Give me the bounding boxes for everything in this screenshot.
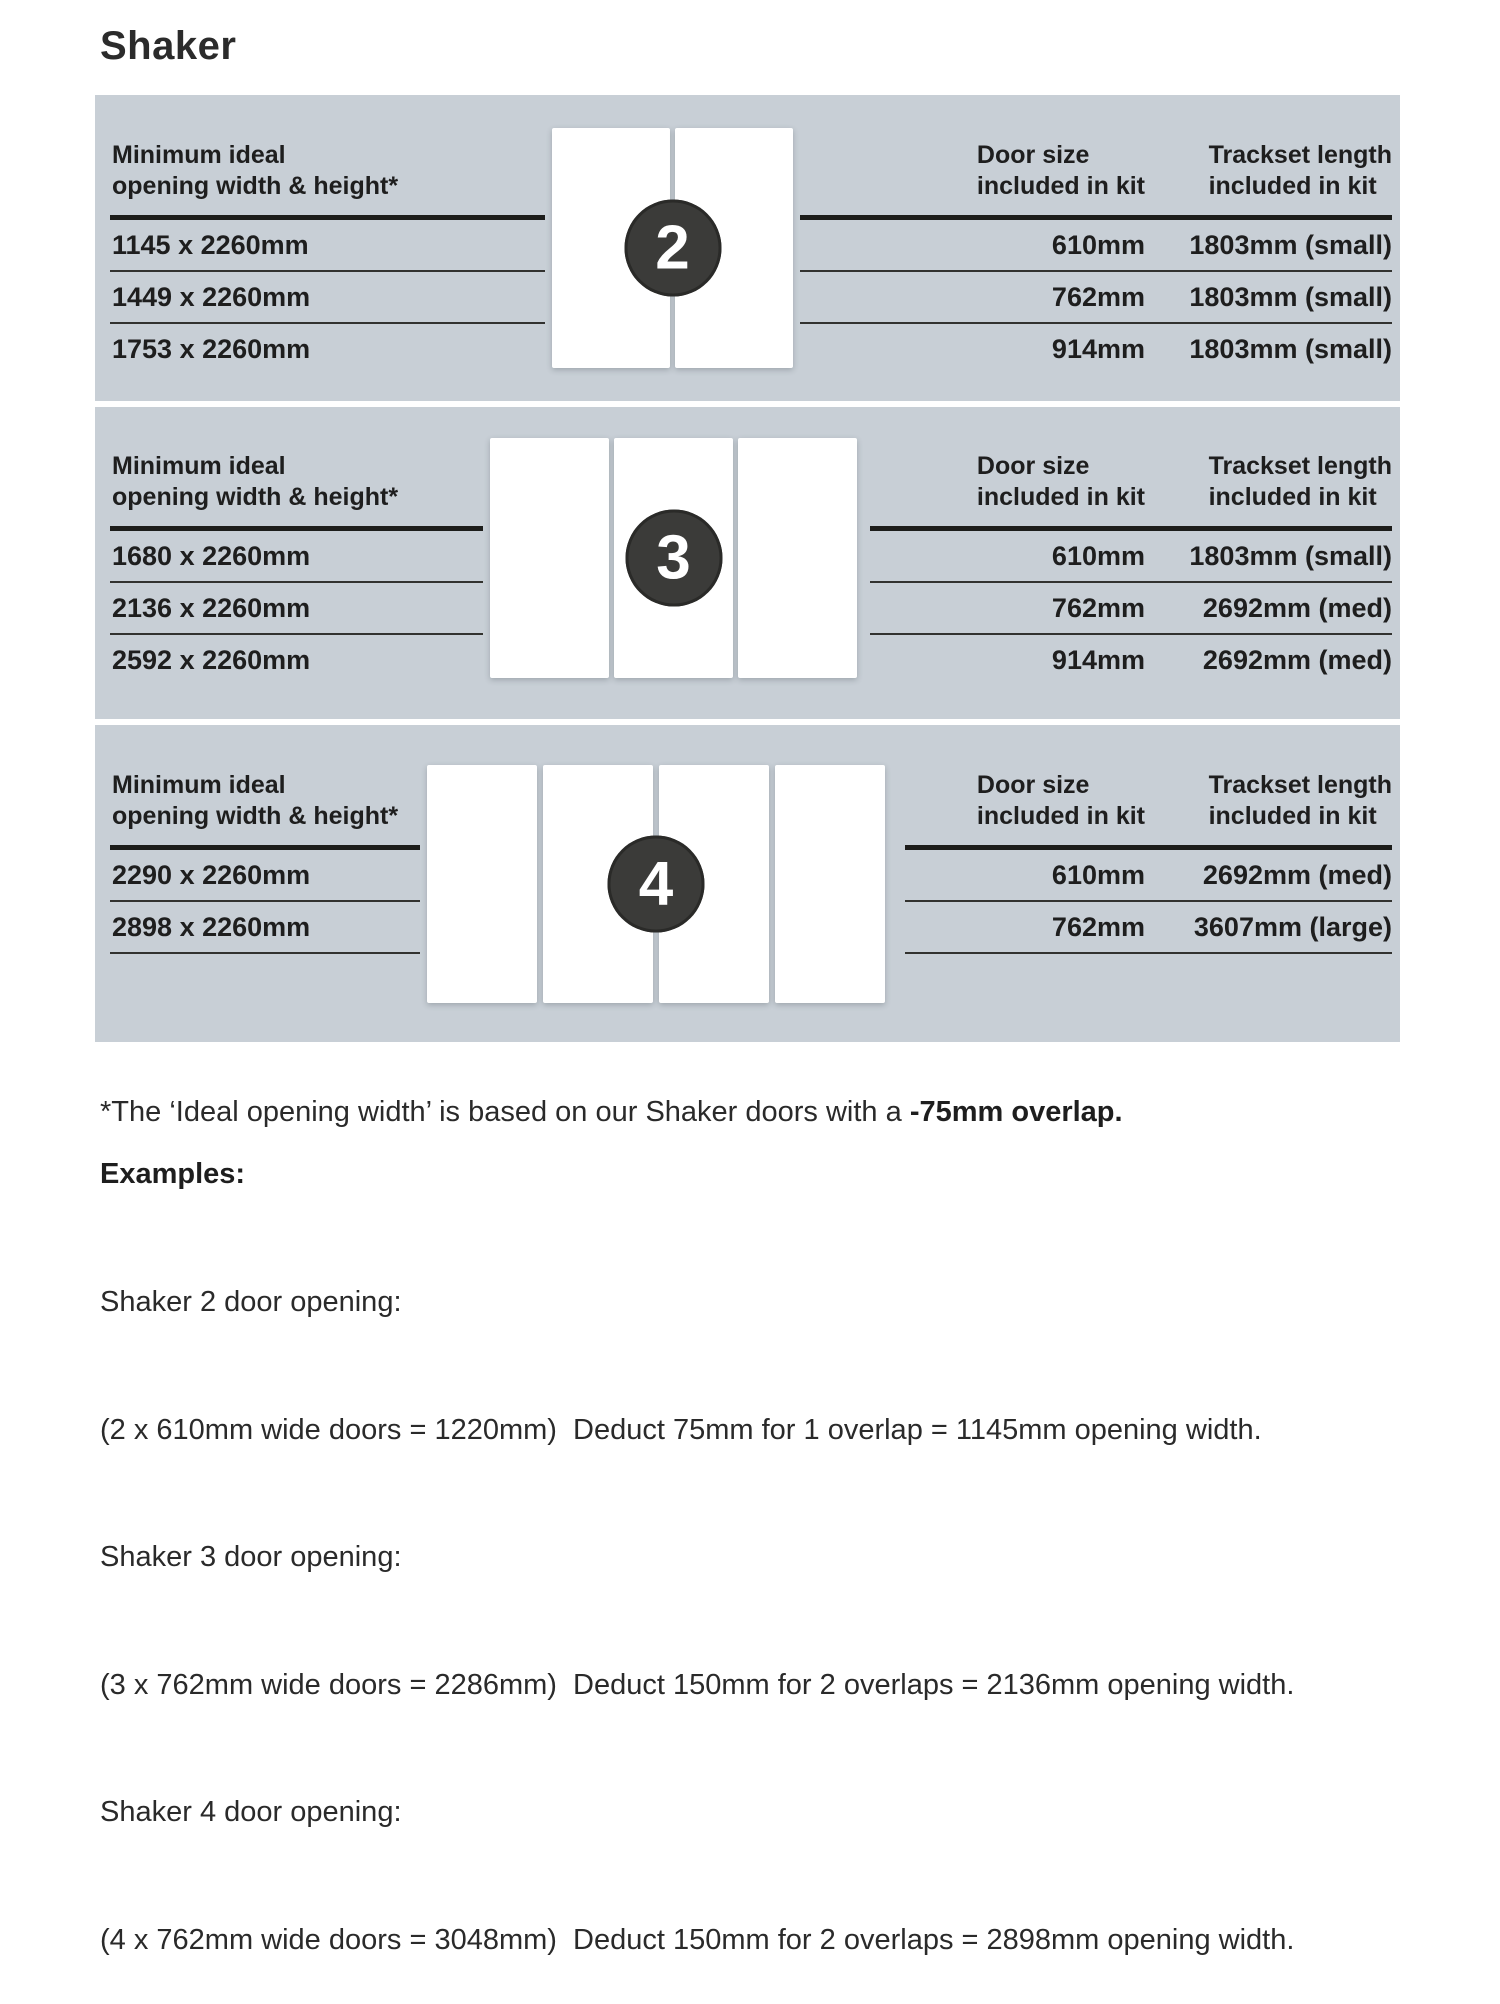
door-size-value: 762mm xyxy=(1051,593,1145,623)
door-size-value: 610mm xyxy=(1051,860,1145,890)
door-diagram-4 xyxy=(427,765,885,1003)
opening-size-table xyxy=(110,451,483,685)
door-size-header-line2: included in kit xyxy=(976,483,1145,511)
door-size-header-line2: included in kit xyxy=(976,802,1145,830)
examples-list xyxy=(100,1196,1294,2004)
door-size-header-text xyxy=(977,140,1145,202)
trackset-length-value: 2692mm (med) xyxy=(1202,593,1392,623)
kit-table-header xyxy=(870,451,1392,531)
table-row xyxy=(800,272,1392,324)
kit-table xyxy=(870,451,1392,685)
trackset-header-text xyxy=(1209,451,1392,513)
example-line: Shaker 4 door opening: xyxy=(100,1796,402,1828)
opening-size-header-line2: opening width & height* xyxy=(112,802,399,830)
opening-size-header-line2: opening width & height* xyxy=(112,172,399,200)
kit-table xyxy=(800,140,1392,374)
table-row xyxy=(800,220,1392,272)
door-diagram-3 xyxy=(490,438,857,678)
example-line: (3 x 762mm wide doors = 2286mm) Deduct 150mm for 2 overlaps = 2136mm opening width. xyxy=(100,1668,1295,1701)
trackset-header-line1: Trackset length xyxy=(1208,141,1392,169)
door-count-badge: 3 xyxy=(625,510,722,607)
table-row xyxy=(905,902,1392,954)
trackset-header xyxy=(1145,140,1392,202)
opening-size-value: 2592 x 2260mm xyxy=(112,645,311,675)
size-guide-panel xyxy=(95,95,1400,1042)
door-size-header-line1: Door size xyxy=(976,452,1090,480)
trackset-header-line1: Trackset length xyxy=(1208,771,1392,799)
footnote xyxy=(100,1096,1123,1129)
examples-heading: Examples: xyxy=(100,1158,246,1190)
door-size-header-text xyxy=(977,770,1145,832)
door-panel xyxy=(775,765,885,1003)
trackset-length-value: 1803mm (small) xyxy=(1189,230,1392,260)
page-title: Shaker xyxy=(100,24,237,68)
footnote-bold: -75mm overlap. xyxy=(909,1096,1123,1128)
opening-size-table xyxy=(110,770,420,954)
trackset-length-value: 3607mm (large) xyxy=(1193,912,1392,942)
opening-size-header-line1: Minimum ideal xyxy=(112,141,286,169)
trackset-header-text xyxy=(1209,140,1392,202)
door-size-value: 610mm xyxy=(1051,230,1145,260)
trackset-header xyxy=(1145,770,1392,832)
kit-table-header xyxy=(905,770,1392,850)
trackset-length-value: 2692mm (med) xyxy=(1202,645,1392,675)
example-line: Shaker 3 door opening: xyxy=(100,1541,402,1573)
door-size-header xyxy=(800,140,1145,202)
door-panel xyxy=(738,438,857,678)
trackset-length-value: 2692mm (med) xyxy=(1202,860,1392,890)
example-line: Shaker 2 door opening: xyxy=(100,1286,402,1318)
door-size-value: 762mm xyxy=(1051,282,1145,312)
door-size-header-line2: included in kit xyxy=(976,172,1145,200)
opening-size-value: 2136 x 2260mm xyxy=(110,583,483,635)
opening-size-header-line2: opening width & height* xyxy=(112,483,399,511)
door-size-header xyxy=(905,770,1145,832)
door-panel xyxy=(427,765,537,1003)
trackset-header-text xyxy=(1209,770,1392,832)
opening-size-value: 2290 x 2260mm xyxy=(110,850,420,902)
door-size-value: 610mm xyxy=(1051,541,1145,571)
trackset-length-value: 1803mm (small) xyxy=(1189,541,1392,571)
trackset-length-value: 1803mm (small) xyxy=(1189,282,1392,312)
opening-size-value: 1680 x 2260mm xyxy=(110,531,483,583)
trackset-header-line2: included in kit xyxy=(1208,483,1377,511)
trackset-header xyxy=(1145,451,1392,513)
table-row xyxy=(800,324,1392,374)
opening-size-value: 2898 x 2260mm xyxy=(110,902,420,954)
example-line: (2 x 610mm wide doors = 1220mm) Deduct 75mm for 1 overlap = 1145mm opening width. xyxy=(100,1413,1262,1446)
door-size-header xyxy=(870,451,1145,513)
kit-table xyxy=(905,770,1392,954)
door-count-badge: 2 xyxy=(624,200,721,297)
opening-size-header-line1: Minimum ideal xyxy=(112,452,286,480)
opening-size-value: 1753 x 2260mm xyxy=(112,334,311,364)
example-line: (4 x 762mm wide doors = 3048mm) Deduct 150mm for 2 overlaps = 2898mm opening width. xyxy=(100,1923,1295,1956)
opening-size-header-line1: Minimum ideal xyxy=(112,771,286,799)
table-row xyxy=(905,850,1392,902)
trackset-header-line1: Trackset length xyxy=(1208,452,1392,480)
section-divider xyxy=(95,719,1400,725)
kit-table-header xyxy=(800,140,1392,220)
table-row xyxy=(870,583,1392,635)
trackset-header-line2: included in kit xyxy=(1208,802,1377,830)
opening-size-value: 1449 x 2260mm xyxy=(110,272,545,324)
opening-size-header xyxy=(110,140,545,220)
door-size-header-text xyxy=(977,451,1145,513)
door-size-value: 762mm xyxy=(1051,912,1145,942)
footnote-text: *The ‘Ideal opening width’ is based on our Shaker doors with a xyxy=(100,1096,910,1128)
door-count-badge: 4 xyxy=(608,836,705,933)
opening-size-header xyxy=(110,770,420,850)
door-panel xyxy=(490,438,609,678)
door-size-value: 914mm xyxy=(1051,334,1145,364)
door-size-value: 914mm xyxy=(1051,645,1145,675)
table-row xyxy=(870,635,1392,685)
section-divider xyxy=(95,401,1400,407)
door-size-header-line1: Door size xyxy=(976,141,1090,169)
trackset-length-value: 1803mm (small) xyxy=(1189,334,1392,364)
table-row xyxy=(870,531,1392,583)
door-diagram-2 xyxy=(552,128,793,368)
opening-size-table xyxy=(110,140,545,374)
trackset-header-line2: included in kit xyxy=(1208,172,1377,200)
opening-size-value: 1145 x 2260mm xyxy=(110,220,545,272)
opening-size-header xyxy=(110,451,483,531)
door-size-header-line1: Door size xyxy=(976,771,1090,799)
